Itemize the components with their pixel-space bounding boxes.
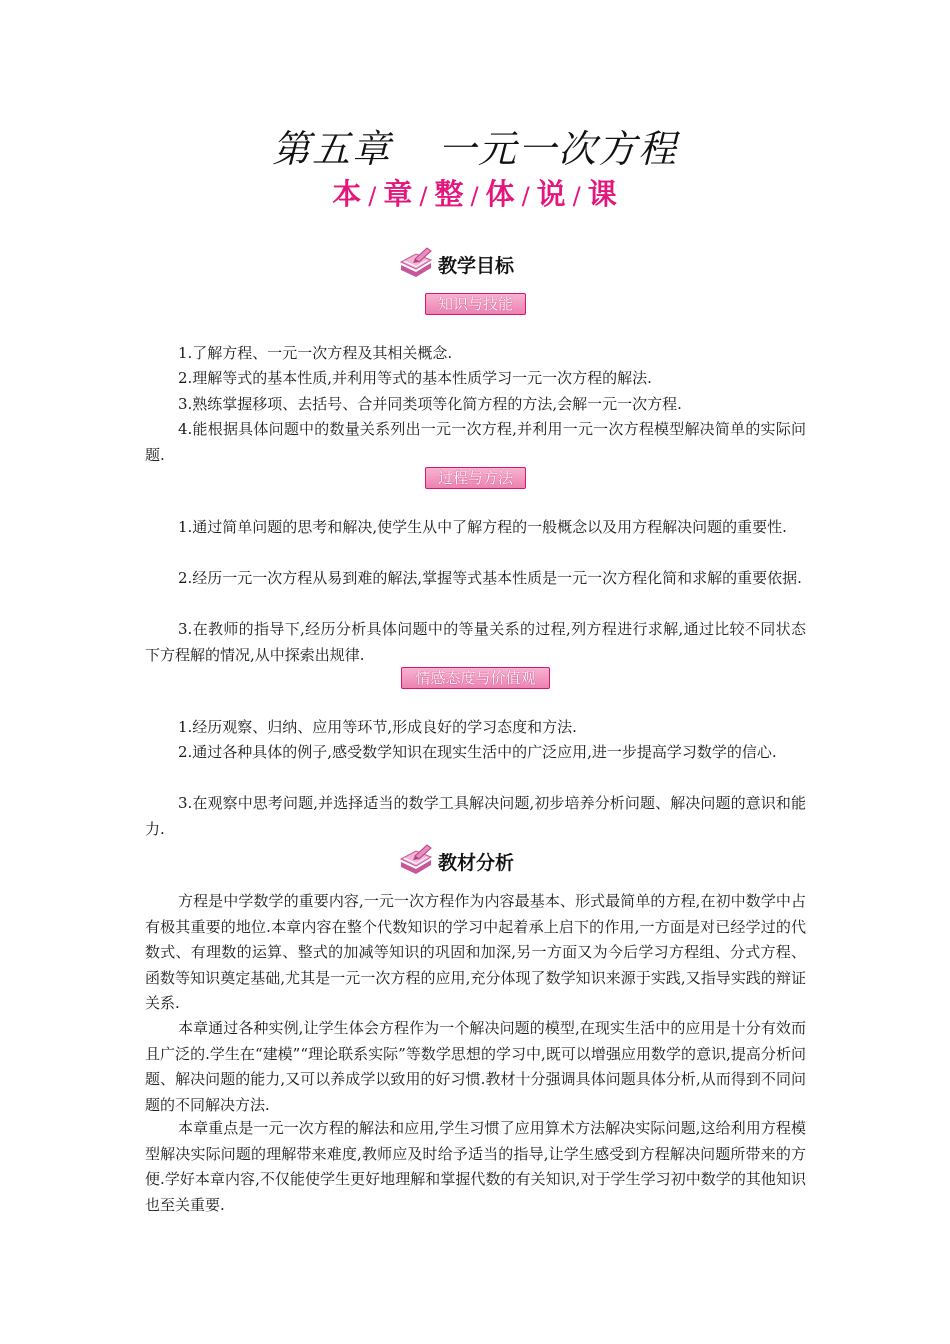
lesson-title-char: 章 — [383, 177, 414, 211]
lesson-title-char: 整 — [434, 177, 465, 211]
objective-item: 3.在教师的指导下,经历分析具体问题中的等量关系的过程,列方程进行求解,通过比较不同状态下方程解的情况,从中探索出规律. — [145, 620, 806, 664]
analysis-paragraph: 本章通过各种实例,让学生体会方程作为一个解决问题的模型,在现实生活中的应用是十分有效而且广泛的.学生在“建模”“理论联系实际”等数学思想的学习中,既可以增强应用数学的意识,提高分析问题、解决问题的能力,又可以养成学以致用的好习惯.教材十分强调具体问题具体分析,从而得到不同问题的不同解决方法. — [145, 1019, 806, 1114]
analysis-paragraph: 本章重点是一元一次方程的解法和应用,学生习惯了应用算术方法解决实际问题,这给利用方程模型解决实际问题的理解带来难度,教师应及时给予适当的指导,让学生感受到方程解决问题所带来的方便.学好本章内容,不仅能使学生更好地理解和掌握代数的有关知识,对于学生学习初中数学的其他知识也至关重要. — [145, 1119, 806, 1214]
objective-item: 1.了解方程、一元一次方程及其相关概念. — [178, 344, 453, 362]
lesson-title-char: 体 — [485, 177, 516, 211]
book-pencil-icon — [398, 842, 434, 876]
objective-item: 3.熟练掌握移项、去括号、合并同类项等化简方程的方法,会解一元一次方程. — [178, 395, 682, 413]
objective-item: 3.在观察中思考问题,并选择适当的数学工具解决问题,初步培养分析问题、解决问题的意识和能力. — [145, 794, 806, 838]
lesson-title-char: 课 — [587, 177, 618, 211]
section-heading-label: 教学目标 — [438, 255, 515, 277]
book-pencil-icon — [398, 245, 434, 279]
objective-item: 1.经历观察、归纳、应用等环节,形成良好的学习态度和方法. — [178, 718, 577, 736]
chapter-name: 一元一次方程 — [438, 127, 679, 171]
objective-item: 2.经历一元一次方程从易到难的解法,掌握等式基本性质是一元一次方程化简和求解的重要依据. — [178, 569, 802, 587]
badge-knowledge-skills: 知识与技能 — [425, 293, 526, 315]
badge-attitude-values: 情感态度与价值观 — [401, 667, 550, 689]
lesson-title: 本 / 章 / 整 / 体 / 说 / 课 — [332, 177, 618, 211]
objective-item: 2.理解等式的基本性质,并利用等式的基本性质学习一元一次方程的解法. — [178, 369, 652, 387]
objective-item: 2.通过各种具体的例子,感受数学知识在现实生活中的广泛应用,进一步提高学习数学的信心. — [178, 743, 777, 761]
chapter-label: 第五章 — [271, 127, 392, 171]
lesson-title-char: 本 — [332, 177, 363, 211]
analysis-paragraph: 方程是中学数学的重要内容,一元一次方程作为内容最基本、形式最简单的方程,在初中数学中占有极其重要的地位.本章内容在整个代数知识的学习中起着承上启下的作用,一方面是对已经学过的代数式、有理数的运算、整式的加减等知识的巩固和加深,另一方面又为今后学习方程组、分式方程、函数等知识奠定基础,尤其是一元一次方程的应用,充分体现了数学知识来源于实践,又指导实践的辩证关系. — [145, 892, 806, 1013]
chapter-title — [0, 118, 950, 173]
section-heading-analysis — [0, 842, 950, 878]
section-heading-objectives — [0, 245, 950, 281]
objective-item: 4.能根据具体问题中的数量关系列出一元一次方程,并利用一元一次方程模型解决简单的实际问题. — [145, 420, 806, 464]
section-heading-label: 教材分析 — [438, 852, 515, 874]
lesson-title-char: 说 — [536, 177, 567, 211]
badge-process-methods: 过程与方法 — [425, 467, 526, 489]
objective-item: 1.通过简单问题的思考和解决,使学生从中了解方程的一般概念以及用方程解决问题的重要性. — [178, 518, 787, 536]
